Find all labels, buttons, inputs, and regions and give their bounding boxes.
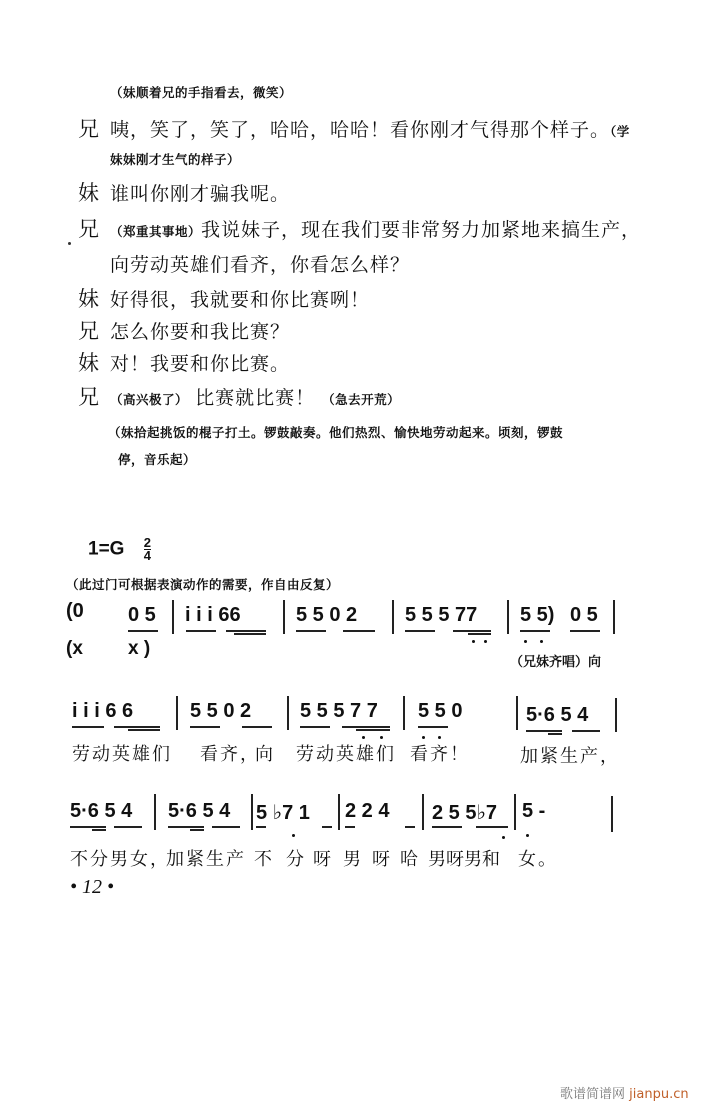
lyric: 女。 xyxy=(518,849,558,870)
margin-mark xyxy=(68,242,71,245)
barline xyxy=(403,696,405,730)
speaker-label: 兄 xyxy=(78,117,99,141)
notes-measure: 5 5 0 2 xyxy=(190,700,252,722)
barline xyxy=(176,696,178,730)
lyric: 分 xyxy=(286,849,306,870)
score-row-1 xyxy=(0,600,710,660)
notes-measure: 5 5) xyxy=(520,604,555,626)
lyric: 不 xyxy=(254,849,274,870)
barline xyxy=(514,794,516,830)
time-numerator: 2 xyxy=(143,535,151,550)
dialog-line: 向劳动英雄们看齐，你看怎么样？ xyxy=(110,254,411,276)
stage-direction: （郑重其事地） xyxy=(110,224,202,239)
notes-measure: 0 5 xyxy=(128,604,156,626)
barline xyxy=(422,794,424,830)
lyric: 看齐， xyxy=(200,744,260,765)
notes-measure: (0 xyxy=(66,600,84,622)
notes-measure: i i i 6 6 xyxy=(72,700,134,722)
notes-measure: 5·6 5 4 xyxy=(526,704,589,726)
notes-measure: 5 ♭7 1 xyxy=(256,802,310,824)
dialog-text: 我说妹子，现在我们要非常努力加紧地来搞生产， xyxy=(201,219,642,241)
barline xyxy=(251,794,253,830)
lyric: 劳动英雄们 xyxy=(296,744,396,765)
speaker-label: 兄 xyxy=(78,217,99,241)
barline xyxy=(154,794,156,830)
lyric: 加紧生产 xyxy=(166,849,246,870)
lyric: 看齐！ xyxy=(410,744,470,765)
dialog-text: 咦，笑了，笑了，哈哈，哈哈！看你刚才气得那个样子。 xyxy=(110,119,611,141)
stage-direction: 停，音乐起） xyxy=(118,452,197,467)
barline xyxy=(287,696,289,730)
dialog-line: 对！我要和你比赛。 xyxy=(110,353,291,375)
page-number: • 12 • xyxy=(70,876,115,898)
lyric: 向 xyxy=(255,744,275,765)
speaker-label: 妹 xyxy=(78,351,99,375)
lyric-cue: （兄妹齐唱）向 xyxy=(510,655,602,670)
lyric: 呀 xyxy=(372,849,392,870)
notes-measure: 5 5 5 77 xyxy=(405,604,478,626)
watermark-en: jianpu.cn xyxy=(629,1087,689,1102)
key-signature xyxy=(88,537,151,562)
notes-measure: 2 5 5♭7 xyxy=(432,802,498,824)
barline xyxy=(611,796,613,832)
lyric: 呀 xyxy=(313,849,333,870)
stage-direction: （妹拾起挑饭的棍子打土。锣鼓敲奏。他们热烈、愉快地劳动起来。顷刻，锣鼓 xyxy=(108,425,564,440)
speaker-label: 兄 xyxy=(78,319,99,343)
barline xyxy=(613,600,615,634)
dialog-line: 谁叫你刚才骗我呢。 xyxy=(110,183,291,205)
barline xyxy=(392,600,394,634)
score-row-3 xyxy=(0,800,710,850)
notes-measure: 5 5 0 xyxy=(418,700,463,722)
notes-measure: 0 5 xyxy=(570,604,598,626)
percussion-end: x ) xyxy=(128,638,151,659)
barline xyxy=(516,696,518,730)
stage-direction: （高兴极了） xyxy=(110,392,189,407)
key-label: 1=G xyxy=(88,538,125,560)
stage-direction: （学 xyxy=(610,124,630,139)
lyric: 劳动英雄们 xyxy=(72,744,172,765)
lyric: 男 xyxy=(343,849,363,870)
time-signature xyxy=(144,537,151,562)
barline xyxy=(283,600,285,634)
dialog-line: 怎么你要和我比赛？ xyxy=(110,321,291,343)
lyric: 男呀男和 xyxy=(428,849,500,870)
barline xyxy=(615,698,617,732)
barline xyxy=(338,794,340,830)
watermark xyxy=(560,1083,689,1102)
stage-direction: （妹顺着兄的手指看去，微笑） xyxy=(110,85,293,100)
speaker-label: 兄 xyxy=(78,385,99,409)
notes-measure: 5·6 5 4 xyxy=(168,800,231,822)
lyric: 哈 xyxy=(400,849,420,870)
notes-measure: i i i 66 xyxy=(185,604,241,626)
notes-measure: 5 - xyxy=(522,800,546,822)
dialog-line xyxy=(110,215,641,242)
notes-measure: 5 5 5 7 7 xyxy=(300,700,378,722)
stage-direction: （急去开荒） xyxy=(322,392,401,407)
dialog-line xyxy=(110,383,400,410)
lyric: 加紧生产， xyxy=(520,746,620,767)
speaker-label: 妹 xyxy=(78,181,99,205)
dialog-line xyxy=(110,115,630,142)
stage-direction: 妹妹刚才生气的样子） xyxy=(110,152,241,167)
score-note: （此过门可根据表演动作的需要，作自由反复） xyxy=(66,577,340,592)
time-denominator: 4 xyxy=(143,548,151,563)
notes-measure: 2 2 4 xyxy=(345,800,390,822)
percussion-start: (x xyxy=(66,638,83,659)
dialog-text: 比赛就比赛！ xyxy=(195,387,316,409)
dialog-line: 好得很，我就要和你比赛咧！ xyxy=(110,289,371,311)
notes-measure: 5·6 5 4 xyxy=(70,800,133,822)
lyric: 不分男女， xyxy=(70,849,170,870)
speaker-label: 妹 xyxy=(78,287,99,311)
barline xyxy=(507,600,509,634)
barline xyxy=(172,600,174,634)
watermark-cn: 歌谱简谱网 xyxy=(560,1087,626,1102)
notes-measure: 5 5 0 2 xyxy=(296,604,358,626)
